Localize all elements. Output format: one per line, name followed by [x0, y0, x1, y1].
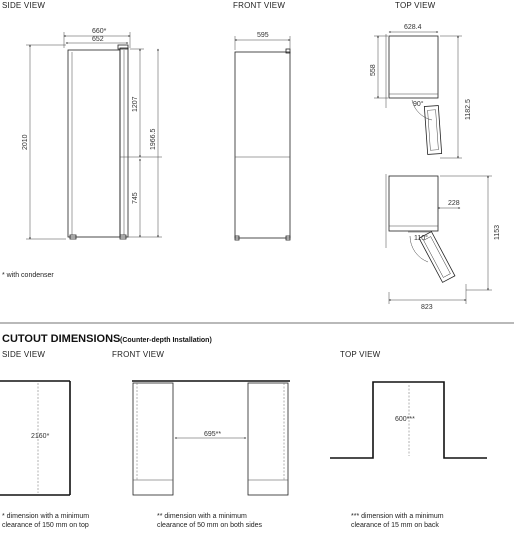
cutout-top-note: *** dimension with a minimum clearance of 15 mm on back: [351, 513, 444, 529]
condenser-note: * with condenser: [2, 272, 54, 279]
cutout-title: CUTOUT DIMENSIONS: [2, 333, 121, 345]
front-view-drawing: [235, 36, 290, 240]
dim-top2-angle: 110°: [414, 235, 428, 242]
cutout-front-drawing: [132, 381, 290, 495]
dim-top2-depth: 1153: [494, 224, 501, 240]
cutout-top-dim: 600***: [395, 416, 415, 423]
dim-side-depth-condenser: 660*: [92, 28, 107, 35]
dim-top2-offset: 228: [448, 200, 460, 207]
top-view-upper-drawing: [374, 32, 462, 158]
top-view-heading: TOP VIEW: [395, 1, 436, 10]
front-view-heading: FRONT VIEW: [233, 1, 286, 10]
dim-side-depth: 652: [92, 36, 104, 43]
dim-side-height: 2010: [22, 134, 29, 150]
dim-top2-width: 823: [421, 304, 433, 311]
cutout-front-note: ** dimension with a minimum clearance of 50 mm on both sides: [157, 513, 263, 529]
cutout-side-heading: SIDE VIEW: [2, 350, 46, 359]
dim-side-lower: 745: [132, 192, 139, 204]
cutout-subtitle: (Counter-depth Installation): [120, 337, 212, 344]
top-view-lower-drawing: [386, 174, 492, 304]
dim-top-depth: 558: [370, 64, 377, 76]
dim-side-door: 1966.5: [150, 128, 157, 150]
dim-front-width: 595: [257, 32, 269, 39]
dim-top-angle: 90°: [413, 101, 424, 108]
side-view-heading: SIDE VIEW: [2, 1, 46, 10]
cutout-side-dim: 2160*: [31, 433, 50, 440]
dim-top-width: 628.4: [404, 24, 422, 31]
dim-top-open-depth: 1182.5: [465, 99, 472, 120]
side-view-drawing: [26, 32, 162, 239]
dim-side-upper: 1207: [132, 96, 139, 112]
cutout-top-heading: TOP VIEW: [340, 350, 381, 359]
cutout-front-dim: 695**: [204, 431, 222, 438]
cutout-side-note: * dimension with a minimum clearance of 150 mm on top: [2, 513, 90, 529]
cutout-front-heading: FRONT VIEW: [112, 350, 165, 359]
